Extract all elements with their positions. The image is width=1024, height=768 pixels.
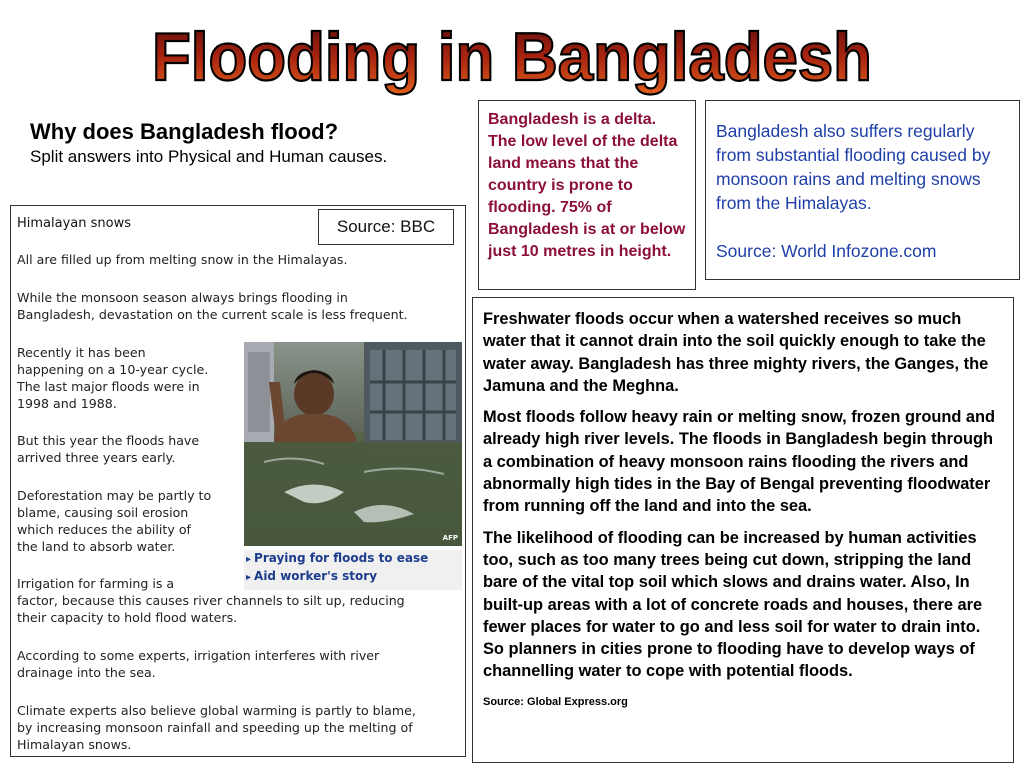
bbc-line: While the monsoon season always brings flooding in <box>17 290 348 305</box>
freshwater-paragraph: The likelihood of flooding can be increased by human activities too, such as too many trees being cut down, stripping the land bare of the vital top soil which slows and drains water. Also, In built-up areas with a lot of concrete roads and houses, there are fewer places for water to go and less soil for water to drain into. So planners in cities prone to flooding have to develop ways of channelling water to cope with potential floods. <box>483 528 983 681</box>
bbc-line: factor, because this causes river channels to silt up, reducing <box>17 593 405 608</box>
bbc-line: But this year the floods have <box>17 433 200 448</box>
related-links <box>244 550 462 590</box>
bbc-source-label: Source: BBC <box>318 209 454 245</box>
link-label: Aid worker's story <box>254 569 378 583</box>
bbc-line: The last major floods were in <box>17 379 200 394</box>
question-heading: Why does Bangladesh flood? <box>30 119 339 144</box>
question-subheading: Split answers into Physical and Human causes. <box>30 147 388 166</box>
delta-textbox <box>478 100 696 290</box>
bbc-line: 1998 and 1988. <box>17 396 117 411</box>
question-block <box>30 118 470 168</box>
freshwater-paragraph: Freshwater floods occur when a watershed receives so much water that it cannot drain into the soil quickly enough to take the water away. Bangladesh has three mighty rivers, the Ganges, the Jamuna and the Meghna. <box>483 310 989 395</box>
photo-credit: AFP <box>442 534 458 542</box>
bbc-line: Recently it has been <box>17 345 146 360</box>
infozone-textbox <box>705 100 1020 280</box>
bbc-heading: Himalayan snows <box>17 216 131 231</box>
bbc-article <box>10 205 466 757</box>
bbc-line: According to some experts, irrigation interferes with river <box>17 648 380 663</box>
bbc-line: which reduces the ability of <box>17 522 191 537</box>
arrow-icon: ▸ <box>246 572 252 583</box>
slide-title: Flooding in Bangladesh <box>152 19 872 95</box>
bbc-line: drainage into the sea. <box>17 665 156 680</box>
bbc-line: happening on a 10-year cycle. <box>17 362 209 377</box>
bbc-line: the land to absorb water. <box>17 539 176 554</box>
bbc-line: arrived three years early. <box>17 450 176 465</box>
freshwater-textbox <box>472 297 1014 763</box>
bbc-line: Bangladesh, devastation on the current scale is less frequent. <box>17 307 408 322</box>
freshwater-paragraph: Most floods follow heavy rain or melting snow, frozen ground and already high river levels. The floods in Bangladesh begin through a combination of heavy monsoon rains flooding the rivers and abnormally high tides in the Bay of Bengal preventing floodwater from running off the land and into the sea. <box>483 408 996 516</box>
flood-photo <box>244 342 462 546</box>
bbc-line: Climate experts also believe global warming is partly to blame, <box>17 703 416 718</box>
infozone-text: Bangladesh also suffers regularly from substantial flooding caused by monsoon rains and melting snows from the Himalayas. <box>716 121 991 213</box>
bbc-line: blame, causing soil erosion <box>17 505 189 520</box>
freshwater-source: Source: Global Express.org <box>483 695 628 708</box>
arrow-icon: ▸ <box>246 554 252 565</box>
bbc-line: by increasing monsoon rainfall and speeding up the melting of <box>17 720 413 735</box>
bbc-line: Irrigation for farming is a <box>17 576 175 591</box>
delta-text: Bangladesh is a delta. The low level of the delta land means that the country is prone to flooding. 75% of Bangladesh is at or below just 10 metres in height. <box>488 111 686 260</box>
slide-title-graphic <box>132 8 892 100</box>
link-praying-for-floods[interactable] <box>244 550 462 568</box>
bbc-line: Himalayan snows. <box>17 737 132 752</box>
bbc-line: All are filled up from melting snow in the Himalayas. <box>17 252 348 267</box>
bbc-line: Deforestation may be partly to <box>17 488 212 503</box>
flood-photo-image <box>244 342 462 546</box>
link-label: Praying for floods to ease <box>254 551 429 565</box>
infozone-source: Source: World Infozone.com <box>716 241 937 261</box>
link-aid-worker-story[interactable] <box>244 568 462 586</box>
slide-title-wrapper <box>0 8 1024 100</box>
bbc-line: their capacity to hold flood waters. <box>17 610 238 625</box>
